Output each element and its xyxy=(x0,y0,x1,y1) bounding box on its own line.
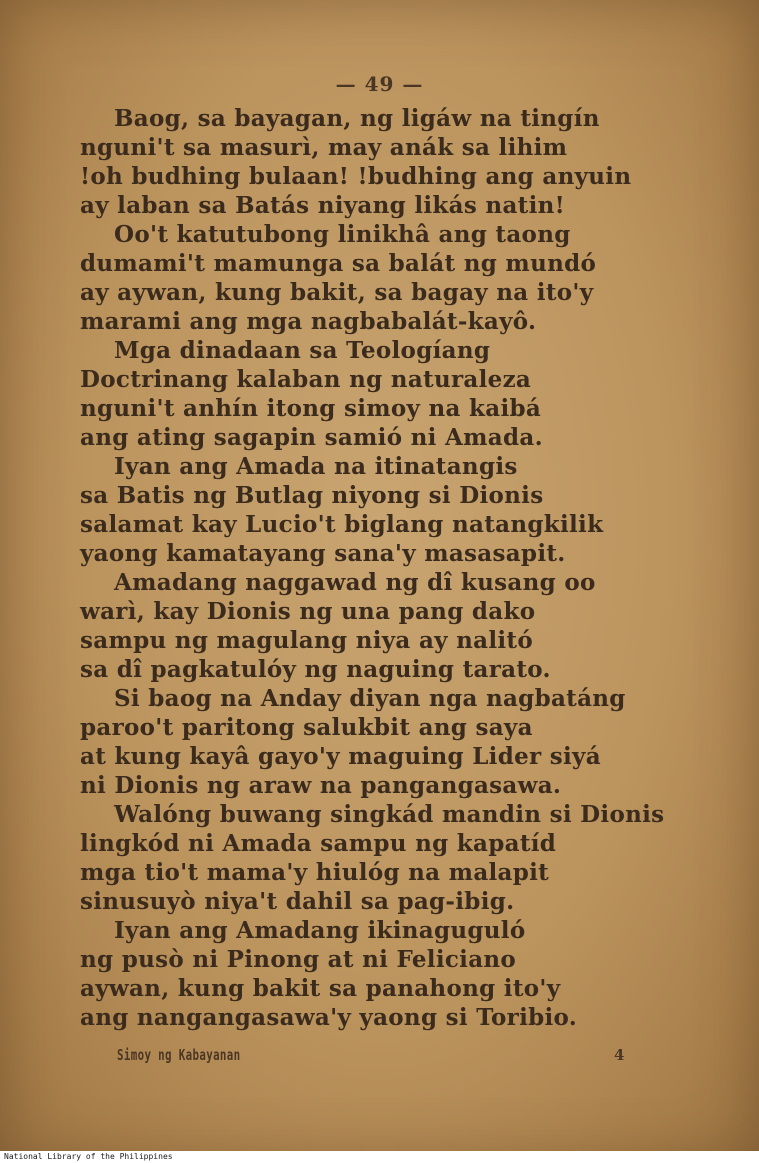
stanza xyxy=(80,568,680,684)
stanza xyxy=(80,684,680,800)
poem-line: mga tio't mama'y hiulóg na malapit xyxy=(80,859,550,886)
poem-line: !oh budhing bulaan! !budhing ang anyuin xyxy=(80,163,632,190)
poem-line: marami ang mga nagbabalát-kayô. xyxy=(80,308,537,335)
poem-line: nguni't anhín itong simoy na kaibá xyxy=(80,395,542,422)
page-number: — 49 — xyxy=(335,72,424,96)
poem-line: sinusuyò niya't dahil sa pag-ibig. xyxy=(80,888,515,915)
poem-line: ng pusò ni Pinong at ni Feliciano xyxy=(80,946,517,973)
poem-line: ang nangangasawa'y yaong si Toribio. xyxy=(80,1004,578,1031)
poem-line: paroo't paritong salukbit ang saya xyxy=(80,714,533,741)
footer-signature-mark: 4 xyxy=(614,1046,625,1064)
poem-line: ni Dionis ng araw na pangangasawa. xyxy=(80,772,562,799)
stanza xyxy=(80,452,680,568)
poem-body xyxy=(80,104,680,1032)
poem-line: warì, kay Dionis ng una pang dako xyxy=(80,598,536,625)
poem-line: salamat kay Lucio't biglang natangkilik xyxy=(80,511,604,538)
poem-line: nguni't sa masurì, may anák sa lihim xyxy=(80,134,568,161)
poem-line: ang ating sagapin samió ni Amada. xyxy=(80,424,543,451)
poem-line: Amadang naggawad ng dî kusang oo xyxy=(114,569,596,596)
stanza xyxy=(80,916,680,1032)
stanza xyxy=(80,800,680,916)
stanza xyxy=(80,220,680,336)
poem-line: sa Batis ng Butlag niyong si Dionis xyxy=(80,482,544,509)
poem-line: Oo't katutubong linikhâ ang taong xyxy=(114,221,571,248)
poem-line: Baog, sa bayagan, ng ligáw na tingín xyxy=(114,105,600,132)
poem-line: Walóng buwang singkád mandin si Dionis xyxy=(114,801,665,828)
poem-line: sa dî pagkatulóy ng naguing tarato. xyxy=(80,656,551,683)
library-credit: National Library of the Philippines xyxy=(4,1152,173,1161)
poem-line: ay aywan, kung bakit, sa bagay na ito'y xyxy=(80,279,594,306)
poem-line: Iyan ang Amada na itinatangis xyxy=(114,453,518,480)
footer-title: Simoy ng Kabayanan xyxy=(117,1046,241,1064)
poem-line: Si baog na Anday diyan nga nagbatáng xyxy=(114,685,626,712)
poem-line: yaong kamatayang sana'y masasapit. xyxy=(80,540,566,567)
poem-line: dumami't mamunga sa balát ng mundó xyxy=(80,250,597,277)
stanza xyxy=(80,336,680,452)
poem-line: Mga dinadaan sa Teologíang xyxy=(114,337,491,364)
poem-line: at kung kayâ gayo'y maguing Lider siyá xyxy=(80,743,601,770)
stanza xyxy=(80,104,680,220)
poem-line: Doctrinang kalaban ng naturaleza xyxy=(80,366,532,393)
poem-line: Iyan ang Amadang ikinaguguló xyxy=(114,917,526,944)
poem-line: sampu ng magulang niya ay nalitó xyxy=(80,627,533,654)
poem-line: ay laban sa Batás niyang likás natin! xyxy=(80,192,566,219)
poem-line: aywan, kung bakit sa panahong ito'y xyxy=(80,975,561,1002)
poem-line: lingkód ni Amada sampu ng kapatíd xyxy=(80,830,557,857)
